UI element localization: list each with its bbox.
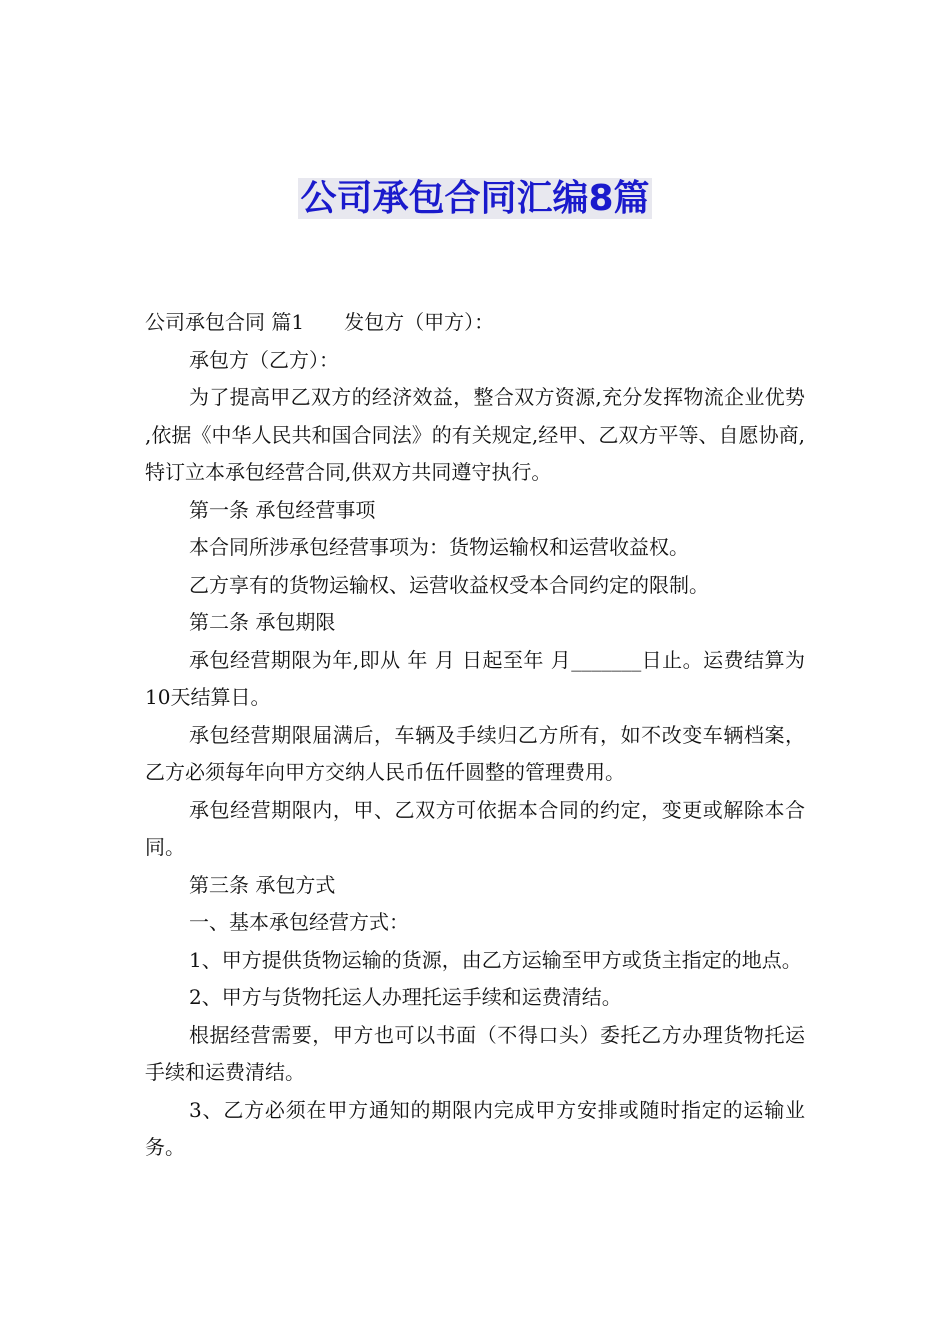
paragraph-article-3-item-1: 1、甲方提供货物运输的货源，由乙方运输至甲方或货主指定的地点。	[189, 947, 802, 972]
paragraph-article-2-item-3: 承包经营期限内，甲、乙双方可依据本合同的约定，变更或解除本合同。	[145, 797, 805, 859]
paragraph-article-3-section-1: 一、基本承包经营方式：	[189, 910, 409, 934]
paragraph-article-1-item-2: 乙方享有的货物运输权、运营收益权受本合同约定的限制。	[189, 572, 709, 597]
paragraph-article-1-heading: 第一条 承包经营事项	[189, 497, 376, 522]
document-title-text: 公司承包合同汇编8篇	[300, 178, 650, 219]
document-body	[145, 304, 812, 1167]
paragraph-article-3-item-2-note: 根据经营需要，甲方也可以书面（不得口头）委托乙方办理货物托运手续和运费清结。	[145, 1022, 805, 1084]
paragraph-article-1-item-1: 本合同所涉承包经营事项为：货物运输权和运营收益权。	[189, 535, 689, 559]
paragraph-preamble: 为了提高甲乙双方的经济效益，整合双方资源,充分发挥物流企业优势 ,依据《中华人民共和国合同法》的有关规定,经甲、乙双方平等、自愿协商,特订立本承包经营合同,供双方共同遵守执行。	[145, 385, 812, 484]
paragraph-article-2-heading: 第二条 承包期限	[189, 610, 336, 634]
paragraph-contractor-party: 承包方（乙方）：	[189, 347, 339, 372]
paragraph-contract-heading: 公司承包合同 篇1 发包方（甲方）：	[145, 310, 495, 334]
paragraph-article-3-heading: 第三条 承包方式	[189, 872, 336, 897]
paragraph-article-3-item-3: 3、乙方必须在甲方通知的期限内完成甲方安排或随时指定的运输业务。	[145, 1097, 805, 1159]
paragraph-article-3-item-2: 2、甲方与货物托运人办理托运手续和运费清结。	[189, 985, 622, 1009]
paragraph-article-2-item-2: 承包经营期限届满后，车辆及手续归乙方所有，如不改变车辆档案，乙方必须每年向甲方交纳人民币伍仟圆整的管理费用。	[145, 722, 805, 784]
document-title	[0, 176, 950, 222]
paragraph-article-2-item-1: 承包经营期限为年,即从 年 月 日起至年 月_______日止。运费结算为10天结算日。	[145, 647, 805, 709]
